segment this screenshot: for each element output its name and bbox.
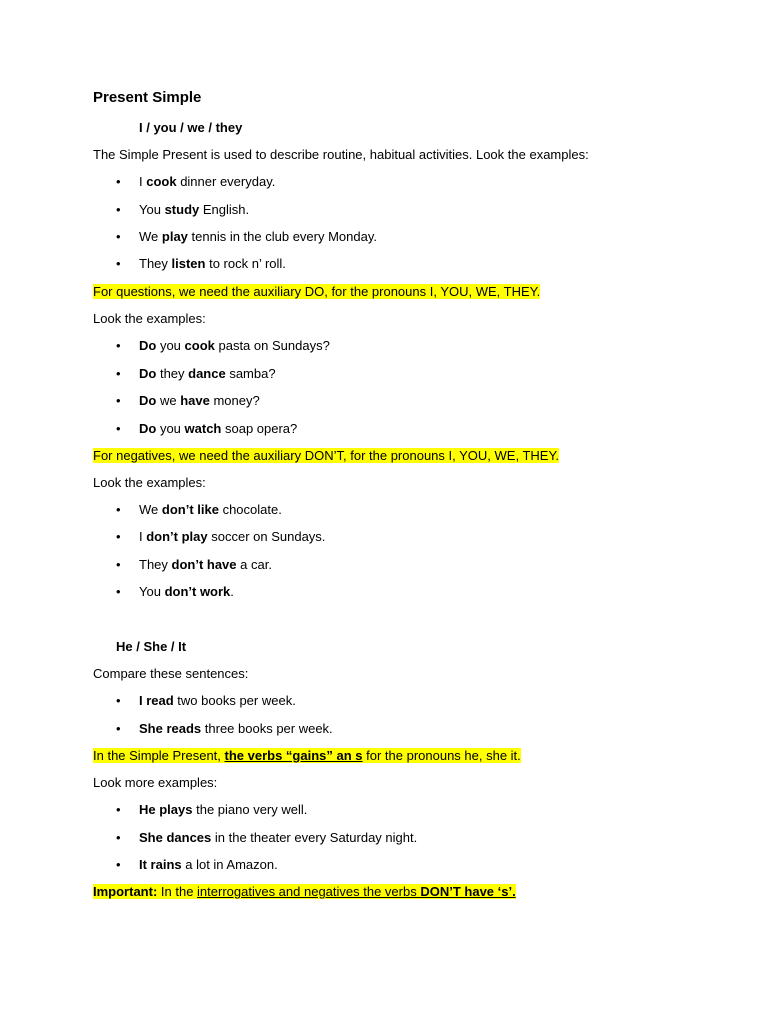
negatives-note: For negatives, we need the auxiliary DON’T, for the pronouns I, YOU, WE, THEY. [93,448,560,463]
bullet-icon: • [116,529,121,544]
important-note: Important: In the interrogatives and negatives the verbs DON’T have ‘s’. [93,884,516,899]
negatives-intro: Look the examples: [93,475,206,490]
list-item: • I don’t play soccer on Sundays. [116,529,326,544]
bullet-icon: • [116,830,121,845]
list-item: • It rains a lot in Amazon. [116,857,278,872]
list-item: • She dances in the theater every Saturday night. [116,830,418,845]
bullet-icon: • [116,366,121,381]
bullet-icon: • [116,584,121,599]
bullet-icon: • [116,721,121,736]
questions-intro: Look the examples: [93,311,206,326]
list-item: • I read two books per week. [116,693,296,708]
compare-intro: Compare these sentences: [93,666,249,681]
bullet-icon: • [116,229,121,244]
list-item: • We play tennis in the club every Monday. [116,229,377,244]
section-heading-plural: I / you / we / they [139,120,243,135]
intro-paragraph: The Simple Present is used to describe routine, habitual activities. Look the examples: [93,147,589,162]
rule-note: In the Simple Present, the verbs “gains” an s for the pronouns he, she it. [93,748,521,763]
list-item: • Do they dance samba? [116,366,276,381]
list-item: • Do we have money? [116,393,260,408]
more-intro: Look more examples: [93,775,218,790]
bullet-icon: • [116,174,121,189]
bullet-icon: • [116,256,121,271]
bullet-icon: • [116,338,121,353]
questions-note: For questions, we need the auxiliary DO, for the pronouns I, YOU, WE, THEY. [93,284,541,299]
page-title: Present Simple [93,89,202,106]
list-item: • I cook dinner everyday. [116,174,276,189]
bullet-icon: • [116,693,121,708]
list-item: • Do you cook pasta on Sundays? [116,338,330,353]
bullet-icon: • [116,202,121,217]
list-item: • You don’t work. [116,584,234,599]
list-item: • Do you watch soap opera? [116,421,298,436]
list-item: • They don’t have a car. [116,557,272,572]
list-item: • She reads three books per week. [116,721,333,736]
bullet-icon: • [116,502,121,517]
bullet-icon: • [116,802,121,817]
bullet-icon: • [116,557,121,572]
bullet-icon: • [116,421,121,436]
list-item: • We don’t like chocolate. [116,502,282,517]
list-item: • He plays the piano very well. [116,802,308,817]
list-item: • They listen to rock n’ roll. [116,256,286,271]
bullet-icon: • [116,857,121,872]
list-item: • You study English. [116,202,250,217]
section-heading-singular: He / She / It [116,639,187,654]
bullet-icon: • [116,393,121,408]
